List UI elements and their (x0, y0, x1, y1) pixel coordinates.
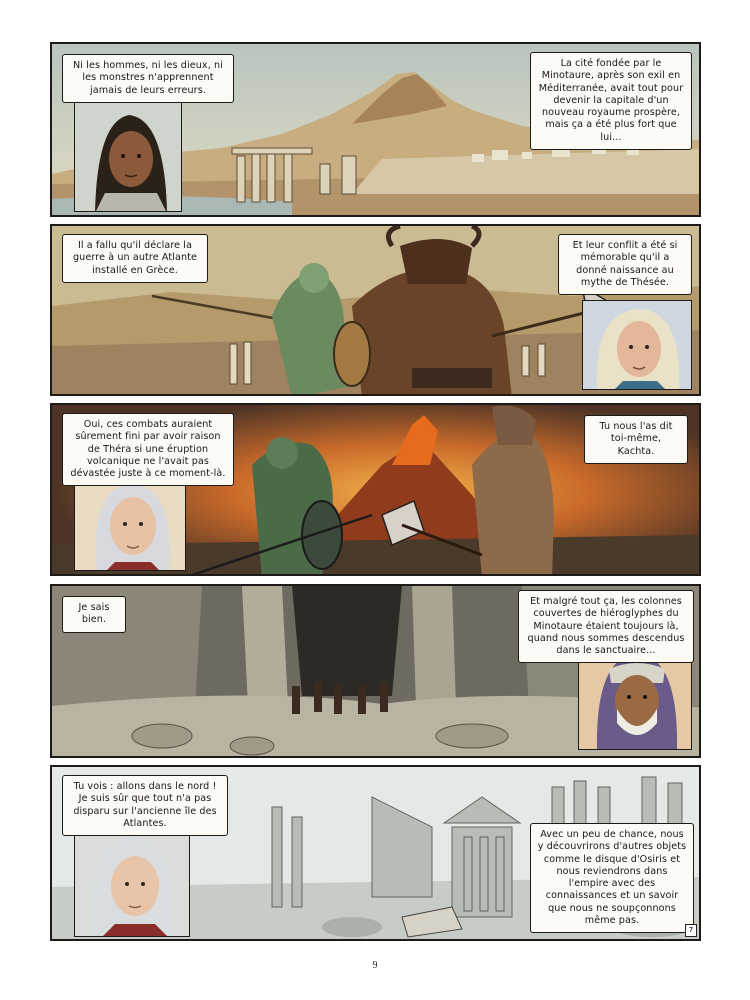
panel-5-northern-ruins (50, 765, 701, 941)
page-number: 9 (372, 960, 378, 971)
signature-mark: 7 (685, 924, 697, 937)
narration-box-4b: Et malgré tout ça, les colonnes couvertes de hiéroglyphes du Minotaure étaient toujours là, quand nous sommes descendus dans le sanctuaire... (518, 590, 694, 663)
narration-box-5b: Avec un peu de chance, nous y découvrirons d'autres objets comme le disque d'Osiris et nous reviendrons dans l'empire avec des connaissances et un savoir que nous ne soupçonnons même pas. (530, 823, 694, 933)
narration-box-5a: Tu vois : allons dans le nord ! Je suis sûr que tout n'a pas disparu sur l'ancienne île des Atlantes. (62, 775, 228, 836)
portrait-white-haired-youth-2 (74, 831, 190, 937)
panel-4-sanctuary (50, 584, 701, 758)
narration-box-2a: Il a fallu qu'il déclare la guerre à un autre Atlante installé en Grèce. (62, 234, 208, 283)
narration-box-1b: La cité fondée par le Minotaure, après son exil en Méditerranée, avait tout pour devenir la capitale d'un nouveau royaume prospère, mais ça a été plus fort que lui... (530, 52, 692, 150)
narration-box-2b: Et leur conflit a été si mémorable qu'il a donné naissance au mythe de Thésée. (558, 234, 692, 295)
portrait-white-haired-youth (74, 473, 186, 571)
panel-2-battle (50, 224, 701, 396)
panel-1-city-overview (50, 42, 701, 217)
portrait-young-woman (74, 100, 182, 212)
narration-box-4a: Je sais bien. (62, 596, 126, 633)
narration-box-1a: Ni les hommes, ni les dieux, ni les monstres n'apprennent jamais de leurs erreurs. (62, 54, 234, 103)
narration-box-3b: Tu nous l'as dit toi-même, Kachta. (584, 415, 688, 464)
narration-box-3a: Oui, ces combats auraient sûrement fini par avoir raison de Théra si une éruption volcanique ne l'avait pas dévastée juste à ce moment-là. (62, 413, 234, 486)
portrait-blond-youth (582, 300, 692, 390)
panel-3-volcano (50, 403, 701, 576)
